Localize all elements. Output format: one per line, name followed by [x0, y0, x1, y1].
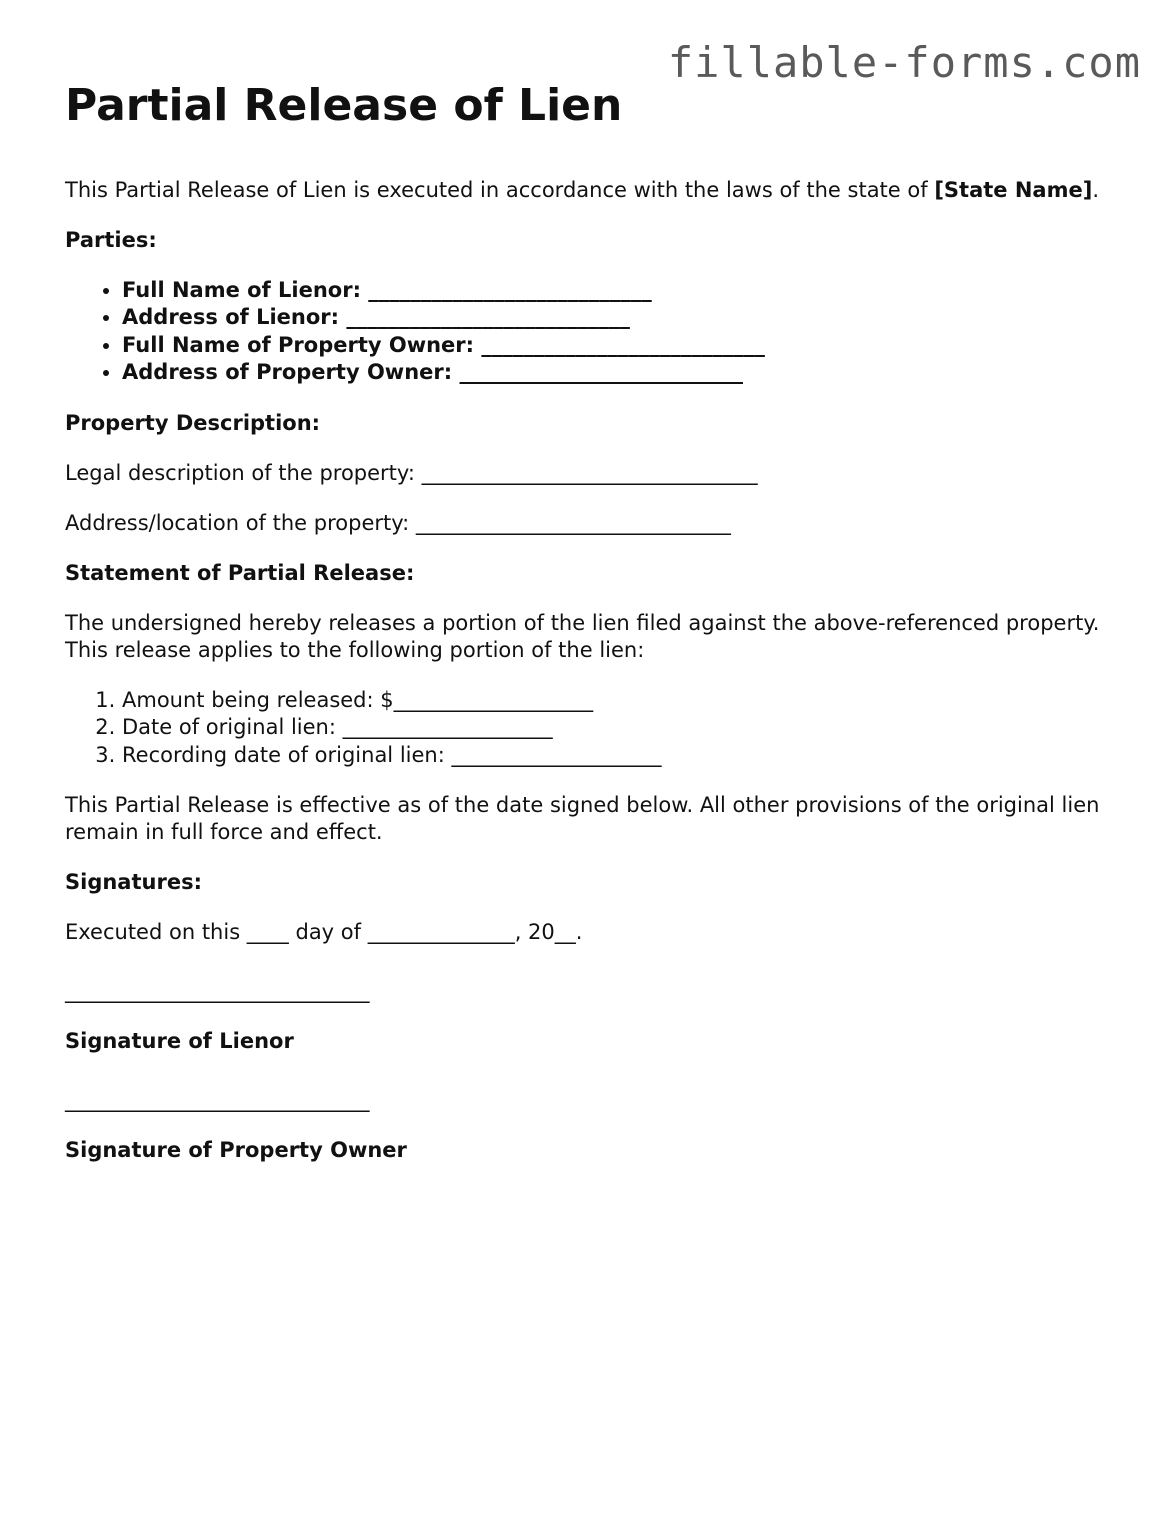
intro-text: This Partial Release of Lien is executed in accordance with the laws of the state of — [65, 177, 935, 202]
list-item: 1. Amount being released: $___________________ — [122, 687, 1125, 715]
legal-description-line: Legal description of the property: ________________________________ — [65, 460, 758, 485]
property-heading: Property Description: — [65, 410, 321, 435]
document-page — [65, 80, 1125, 1187]
release-details-list — [65, 687, 1125, 770]
list-item: • Full Name of Property Owner: ___________________________ — [122, 332, 1125, 360]
property-address-line: Address/location of the property: ______________________________ — [65, 510, 731, 535]
list-item: • Full Name of Lienor: ___________________________ — [122, 277, 1125, 305]
parties-heading: Parties: — [65, 227, 157, 252]
intro-paragraph — [65, 177, 1125, 204]
executed-line: Executed on this ____ day of ______________, 20__. — [65, 920, 583, 945]
statement-paragraph: The undersigned hereby releases a portion of the lien filed against the above-referenced property. This release applies to the following portion of the lien: — [65, 610, 1100, 662]
parties-list — [65, 277, 1125, 387]
document-title: Partial Release of Lien — [65, 80, 623, 131]
statement-heading: Statement of Partial Release: — [65, 560, 415, 585]
lienor-signature-line: _____________________________ — [65, 979, 370, 1004]
list-item: • Address of Property Owner: ___________________________ — [122, 359, 1125, 387]
list-item: • Address of Lienor: ___________________________ — [122, 304, 1125, 332]
owner-signature-line: _____________________________ — [65, 1088, 370, 1113]
effective-paragraph: This Partial Release is effective as of the date signed below. All other provisions of the original lien remain in full force and effect. — [65, 793, 1100, 845]
watermark: fillable-forms.com — [667, 38, 1141, 87]
state-name-placeholder: [State Name] — [934, 177, 1093, 202]
owner-signature-label: Signature of Property Owner — [65, 1138, 407, 1163]
intro-end: . — [1092, 177, 1099, 202]
signatures-heading: Signatures: — [65, 870, 202, 895]
lienor-signature-label: Signature of Lienor — [65, 1029, 294, 1054]
list-item: 2. Date of original lien: ____________________ — [122, 714, 1125, 742]
list-item: 3. Recording date of original lien: ____________________ — [122, 742, 1125, 770]
